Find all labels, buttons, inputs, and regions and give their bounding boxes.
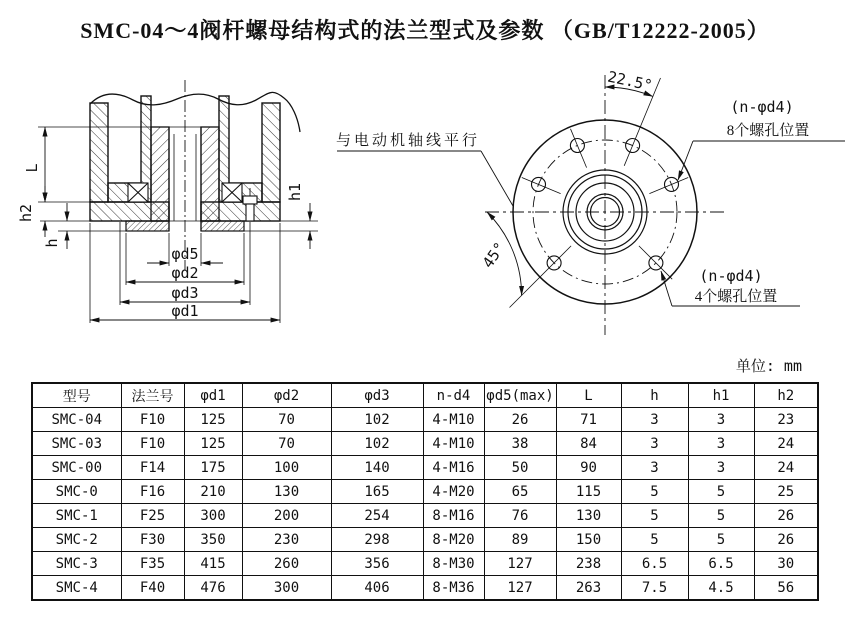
- front-view: [336, 68, 845, 335]
- callout-8-line1: (n-φd4): [730, 98, 794, 116]
- dim-label-d1: φd1: [171, 302, 199, 320]
- dim-label-d2: φd2: [171, 264, 199, 282]
- table-cell: 89: [484, 528, 556, 552]
- table-cell: 3: [621, 408, 688, 432]
- table-cell: SMC-00: [32, 456, 121, 480]
- table-cell: 26: [754, 528, 818, 552]
- table-cell: 102: [331, 432, 423, 456]
- table-cell: 263: [556, 576, 621, 601]
- table-cell: 4-M20: [423, 480, 484, 504]
- table-header-cell: φd2: [242, 383, 331, 408]
- table-cell: 70: [242, 408, 331, 432]
- table-cell: 350: [184, 528, 242, 552]
- table-cell: 5: [621, 528, 688, 552]
- table-header-cell: h1: [688, 383, 754, 408]
- table-cell: 24: [754, 456, 818, 480]
- table-cell: SMC-3: [32, 552, 121, 576]
- table-cell: 5: [621, 504, 688, 528]
- table-cell: 127: [484, 552, 556, 576]
- table-cell: 8-M20: [423, 528, 484, 552]
- table-cell: 70: [242, 432, 331, 456]
- table-cell: F40: [121, 576, 184, 601]
- callout-8-holes: [678, 141, 845, 180]
- table-row: [32, 528, 818, 552]
- page-title: SMC-04～4阀杆螺母结构式的法兰型式及参数 （GB/T12222-2005）: [80, 18, 770, 43]
- table-cell: 102: [331, 408, 423, 432]
- table-header-row: [32, 383, 818, 408]
- table-cell: 4.5: [688, 576, 754, 601]
- table-cell: 7.5: [621, 576, 688, 601]
- table-row: [32, 432, 818, 456]
- table-cell: F10: [121, 432, 184, 456]
- angle-45-label: 45°: [478, 238, 510, 272]
- dim-label-L: L: [23, 163, 41, 173]
- table-cell: 125: [184, 432, 242, 456]
- table-cell: F25: [121, 504, 184, 528]
- table-cell: 415: [184, 552, 242, 576]
- table-cell: 6.5: [688, 552, 754, 576]
- table-cell: 230: [242, 528, 331, 552]
- table-header-cell: h2: [754, 383, 818, 408]
- section-view: [17, 80, 318, 323]
- table-cell: 406: [331, 576, 423, 601]
- leader-parallel-label: 与电动机轴线平行: [335, 133, 481, 149]
- table-cell: 356: [331, 552, 423, 576]
- units-note: 单位: mm: [735, 357, 802, 375]
- table-cell: 3: [621, 456, 688, 480]
- callout-4-line2: 4个螺孔位置: [694, 289, 778, 305]
- table-cell: SMC-2: [32, 528, 121, 552]
- table-cell: 200: [242, 504, 331, 528]
- dim-label-h2: h2: [17, 203, 35, 223]
- table-cell: 125: [184, 408, 242, 432]
- table-cell: 300: [184, 504, 242, 528]
- dim-label-d3: φd3: [171, 284, 199, 302]
- table-header-cell: L: [556, 383, 621, 408]
- dim-label-d5: φd5: [171, 245, 199, 263]
- table-cell: 84: [556, 432, 621, 456]
- callout-4-line1: (n-φd4): [699, 267, 763, 285]
- table-cell: 90: [556, 456, 621, 480]
- table-cell: 254: [331, 504, 423, 528]
- table-row: [32, 408, 818, 432]
- table-cell: 30: [754, 552, 818, 576]
- table-header-cell: 型号: [32, 383, 121, 408]
- table-cell: 115: [556, 480, 621, 504]
- table-cell: 5: [688, 504, 754, 528]
- table-cell: 298: [331, 528, 423, 552]
- table-cell: 5: [688, 528, 754, 552]
- table-cell: SMC-04: [32, 408, 121, 432]
- table-cell: F10: [121, 408, 184, 432]
- table-row: [32, 552, 818, 576]
- table-cell: 3: [688, 432, 754, 456]
- table-cell: 6.5: [621, 552, 688, 576]
- table-cell: 476: [184, 576, 242, 601]
- table-row: [32, 576, 818, 601]
- table-cell: 140: [331, 456, 423, 480]
- table-cell: 56: [754, 576, 818, 601]
- table-cell: F14: [121, 456, 184, 480]
- table-cell: 300: [242, 576, 331, 601]
- table-cell: 24: [754, 432, 818, 456]
- table-cell: 5: [688, 480, 754, 504]
- table-cell: F16: [121, 480, 184, 504]
- table-cell: 150: [556, 528, 621, 552]
- spec-table: [31, 382, 819, 601]
- table-cell: 130: [556, 504, 621, 528]
- table-cell: 38: [484, 432, 556, 456]
- table-cell: 26: [754, 504, 818, 528]
- table-row: [32, 480, 818, 504]
- leader-parallel: [337, 151, 513, 206]
- table-row: [32, 456, 818, 480]
- table-cell: 260: [242, 552, 331, 576]
- table-cell: 8-M36: [423, 576, 484, 601]
- table-header-cell: h: [621, 383, 688, 408]
- table-cell: 3: [621, 432, 688, 456]
- table-cell: 175: [184, 456, 242, 480]
- table-header-cell: φd1: [184, 383, 242, 408]
- table-cell: 8-M16: [423, 504, 484, 528]
- table-cell: 4-M16: [423, 456, 484, 480]
- table-cell: 26: [484, 408, 556, 432]
- table-cell: 210: [184, 480, 242, 504]
- dim-label-h1: h1: [286, 182, 304, 202]
- table-cell: 165: [331, 480, 423, 504]
- table-cell: 3: [688, 408, 754, 432]
- table-cell: 100: [242, 456, 331, 480]
- table-body: [32, 408, 818, 601]
- table-cell: 4-M10: [423, 432, 484, 456]
- table-header-cell: φd5(max): [484, 383, 556, 408]
- table-cell: 71: [556, 408, 621, 432]
- callout-8-line2: 8个螺孔位置: [726, 123, 810, 139]
- table-cell: SMC-03: [32, 432, 121, 456]
- dim-label-h: h: [43, 238, 61, 248]
- table-header-cell: φd3: [331, 383, 423, 408]
- table-cell: 23: [754, 408, 818, 432]
- table-cell: SMC-4: [32, 576, 121, 601]
- table-cell: 3: [688, 456, 754, 480]
- table-header-cell: 法兰号: [121, 383, 184, 408]
- table-cell: SMC-1: [32, 504, 121, 528]
- table-cell: F35: [121, 552, 184, 576]
- table-cell: 65: [484, 480, 556, 504]
- table-cell: 76: [484, 504, 556, 528]
- table-cell: 130: [242, 480, 331, 504]
- table-cell: 4-M10: [423, 408, 484, 432]
- table-cell: 127: [484, 576, 556, 601]
- table-header-cell: n-d4: [423, 383, 484, 408]
- table-cell: 8-M30: [423, 552, 484, 576]
- table-cell: 238: [556, 552, 621, 576]
- table-cell: 5: [621, 480, 688, 504]
- table-cell: SMC-0: [32, 480, 121, 504]
- angle-22-label: 22.5°: [606, 67, 654, 95]
- table-row: [32, 504, 818, 528]
- table-cell: 50: [484, 456, 556, 480]
- table-cell: 25: [754, 480, 818, 504]
- table-cell: F30: [121, 528, 184, 552]
